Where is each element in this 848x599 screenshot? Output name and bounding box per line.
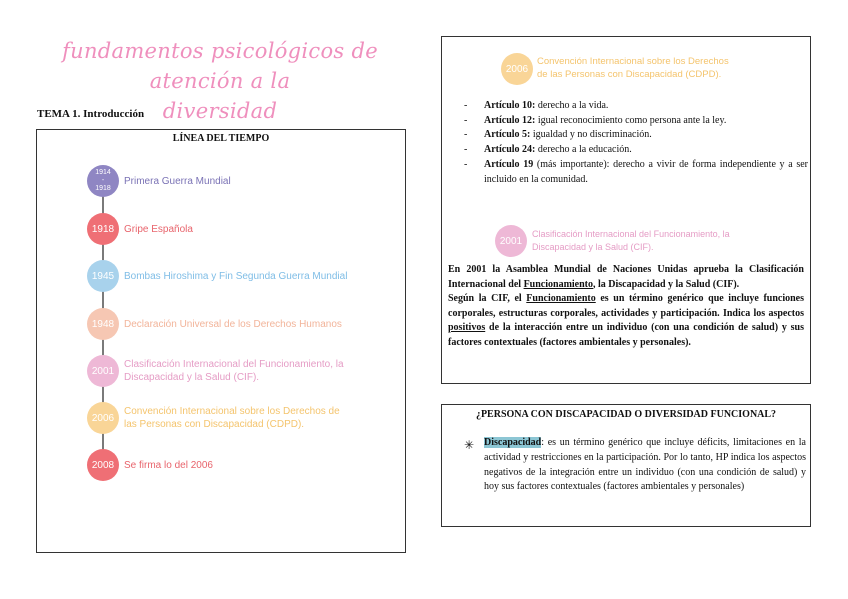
- year-circle: 1914 - 1918: [87, 165, 119, 197]
- event-label: Declaración Universal de los Derechos Humanos: [124, 318, 342, 330]
- asterisk-icon: ✳: [464, 438, 475, 452]
- article-item: [464, 99, 808, 114]
- cif-p2-c: de la interacción entre un individuo (con una condición de salud) y sus factores contextuales (factores ambientales y personales).: [448, 322, 804, 348]
- cif-p2-underline-2: positivos: [448, 322, 486, 334]
- title-line-2: diversidad: [162, 99, 278, 123]
- cif-p2-a: Según la CIF, el: [448, 293, 527, 304]
- event-label: Se firma lo del 2006: [124, 459, 213, 471]
- cif-title-line-1: Clasificación Internacional del Funcionamiento, la: [532, 229, 730, 239]
- section-heading: TEMA 1. Introducción: [37, 108, 145, 120]
- cdpd-year-circle: 2006: [501, 53, 533, 85]
- timeline-box: [36, 129, 406, 553]
- year-circle: 1948: [87, 308, 119, 340]
- cif-title: [532, 228, 730, 254]
- article-text: igualdad y no discriminación.: [530, 129, 652, 141]
- cdpd-title: [537, 55, 729, 81]
- article-head: Artículo 5:: [484, 129, 531, 141]
- event-label: Gripe Española: [124, 223, 193, 235]
- article-head: Artículo 19: [484, 158, 534, 170]
- question-text: : es un término genérico que incluye déficits, limitaciones en la actividad y restricciones en la participación. Por lo tanto, HP indica los aspectos negativos de la integración entre un individuo (con una condición de salud) y hoy sus factores contextuales (factores ambientales y personales): [484, 437, 806, 493]
- event-label: Convención Internacional sobre los Derechos de las Personas con Discapacidad (CDPD).: [124, 406, 340, 430]
- event-label: Primera Guerra Mundial: [124, 175, 231, 187]
- article-head: Artículo 24:: [484, 144, 536, 156]
- cif-p1-a: En 2001 la Asamblea Mundial de Naciones Unidas aprueba la Clasificación Internacional del: [448, 264, 804, 290]
- cif-p1-underline: Funcionamiento: [523, 278, 594, 290]
- article-head: Artículo 12:: [484, 114, 536, 126]
- cif-paragraph-2: [448, 292, 804, 350]
- event-label: Clasificación Internacional del Funcionamiento, la Discapacidad y la Salud (CIF).: [124, 359, 344, 383]
- articles-list: [464, 99, 808, 187]
- cif-paragraph-1: [448, 263, 804, 292]
- cif-p1-b: , la Discapacidad y la Salud (CIF).: [593, 278, 740, 290]
- cif-p2-underline: Funcionamiento: [526, 293, 596, 304]
- article-text: derecho a la educación.: [535, 144, 632, 156]
- year-circle: 1918: [87, 213, 119, 245]
- year-circle: 1945: [87, 260, 119, 292]
- cdpd-title-line-1: Convención Internacional sobre los Derechos: [537, 56, 729, 67]
- article-text: (más importante): derecho a vivir de forma independiente y a ser incluido en la comunidad.: [484, 158, 809, 185]
- title-line-1: fundamentos psicológicos de atención a la: [62, 39, 378, 93]
- cdpd-cif-box: [441, 36, 811, 384]
- year-circle: 2006: [87, 402, 119, 434]
- article-text: igual reconocimiento como persona ante la ley.: [535, 114, 727, 126]
- cif-year-circle: 2001: [495, 225, 527, 257]
- highlighted-term: Discapacidad: [484, 437, 542, 448]
- article-item: [464, 114, 808, 129]
- year-circle: 2008: [87, 449, 119, 481]
- article-item: [464, 128, 808, 143]
- article-head: Artículo 10:: [484, 100, 536, 111]
- question-heading: ¿PERSONA CON DISCAPACIDAD O DIVERSIDAD FUNCIONAL?: [475, 409, 777, 420]
- event-label: Bombas Hiroshima y Fin Segunda Guerra Mundial: [124, 270, 348, 282]
- cif-p2-b: es un término genérico que incluye funciones corporales, estructuras corporales, actividades y participación. Indica los aspectos: [448, 293, 804, 319]
- article-item: [464, 143, 808, 158]
- question-paragraph: [484, 436, 806, 495]
- question-box: [441, 404, 811, 527]
- article-item: [464, 158, 808, 187]
- cdpd-title-line-2: de las Personas con Discapacidad (CDPD).: [537, 69, 722, 80]
- year-circle: 2001: [87, 355, 119, 387]
- cif-title-line-2: Discapacidad y la Salud (CIF).: [532, 242, 654, 252]
- article-text: derecho a la vida.: [535, 100, 609, 111]
- timeline-heading: LÍNEA DEL TIEMPO: [172, 133, 270, 144]
